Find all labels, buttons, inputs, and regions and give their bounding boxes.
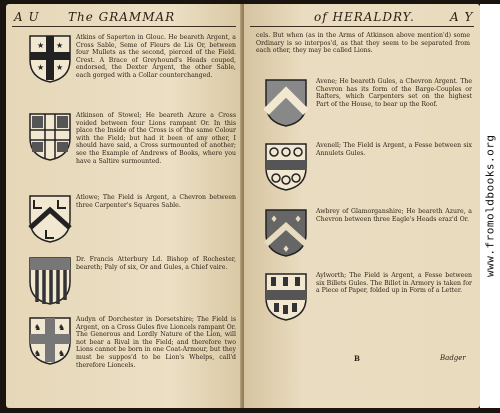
entry-audyn: Audyn of Dorchester in Dorsetshire; The Field is Argent, on a Cross Gules five Lioncels rampant Or. The Generous and Lordly Nature of the Lion, will not bear a Rival in the Field; and therefore two Lions cannot be born in one Coat-Armour, but they must be suppos'd to be Lion's Whelps, call'd therefore Lioncels. [76,316,236,369]
header-rule [12,26,236,27]
awbrey-shield-icon [264,208,308,258]
right-page-header: of HERALDRY. [314,10,415,24]
entry-atkinson: Atkinson of Stowel; He beareth Azure a Cross voided between four Lions rampant Or. In this place the Inside of the Cross is of the same Colour with the Field; but had it been of any other, I should have said, a Cross surmounted of another; see the Example of Andrews of Books, where you have a Saltire surmounted. [76,112,236,165]
aylworth-shield-icon [264,272,308,322]
svg-text:♦: ♦ [270,215,279,225]
left-page-header: The GRAMMAR [68,10,176,24]
entry-avenell: Avenell; The Field is Argent, a Fesse between six Annulets Gules. [316,142,472,157]
right-intro: cels. But when (as in the Arms of Atkinson above mention'd) some Ordinary is so interpos'd, as that they seem to be separated from each other, they may be called Lions. [256,32,470,55]
svg-text:★: ★ [56,63,64,72]
svg-text:★: ★ [37,41,45,50]
entry-atkins: Atkins of Saperton in Glouc. He beareth Argent, a Cross Sable, Seme of Fleurs de Lis Or, between four Mullets as the second, pierced of the Field. Crest. A Brace of Greyhound's Heads couped, endorsed, the Dexter Argent, the other Sable, each gorged with a Collar counterchanged. [76,34,236,79]
svg-text:★: ★ [37,63,45,72]
open-book [6,4,480,408]
svg-text:♞: ♞ [58,349,66,358]
left-page-number: A U [14,10,40,24]
svg-text:♦: ♦ [282,245,291,255]
atkins-shield-icon [28,34,72,84]
atterbury-shield-icon [28,256,72,306]
svg-text:♞: ♞ [34,349,42,358]
left-page [6,4,242,408]
svg-text:♞: ♞ [58,323,66,332]
entry-atterbury: Dr. Francis Atterbury Ld. Bishop of Rochester, beareth; Paly of six, Or and Gules, a Chief vaire. [76,256,236,271]
signature-mark: B [354,354,360,363]
svg-text:♞: ♞ [34,323,42,332]
right-page [244,4,480,408]
svg-text:★: ★ [56,41,64,50]
right-page-number: A Y [450,10,474,24]
entry-awbrey: Awbrey of Glamorganshire; He beareth Azure, a Chevron between three Eagle's Heads eraz'd Or. [316,208,472,223]
watermark: www.fromoldbooks.org [480,4,500,408]
entry-atlowe: Atlowe; The Field is Argent, a Chevron between three Carpenter's Squares Sable. [76,194,236,209]
avene-shield-icon [264,78,308,128]
header-rule-right [250,26,474,27]
atlowe-shield-icon [28,194,72,244]
atkinson-shield-icon [28,112,72,162]
entry-aylworth: Aylworth; The Field is Argent, a Fesse between six Billets Gules. The Billet in Armory is taken for a Piece of Paper, folded up in Form of a Letter. [316,272,472,295]
avenell-shield-icon [264,142,308,192]
svg-text:♦: ♦ [294,215,303,225]
catchword: Badger [440,354,466,362]
entry-avene: Avene; He beareth Gules, a Chevron Argent. The Chevron has its form of the Barge-Couples or Rafters, which Carpenters set on the highest Part of the House, to bear up the Roof. [316,78,472,108]
audyn-shield-icon [28,316,72,366]
